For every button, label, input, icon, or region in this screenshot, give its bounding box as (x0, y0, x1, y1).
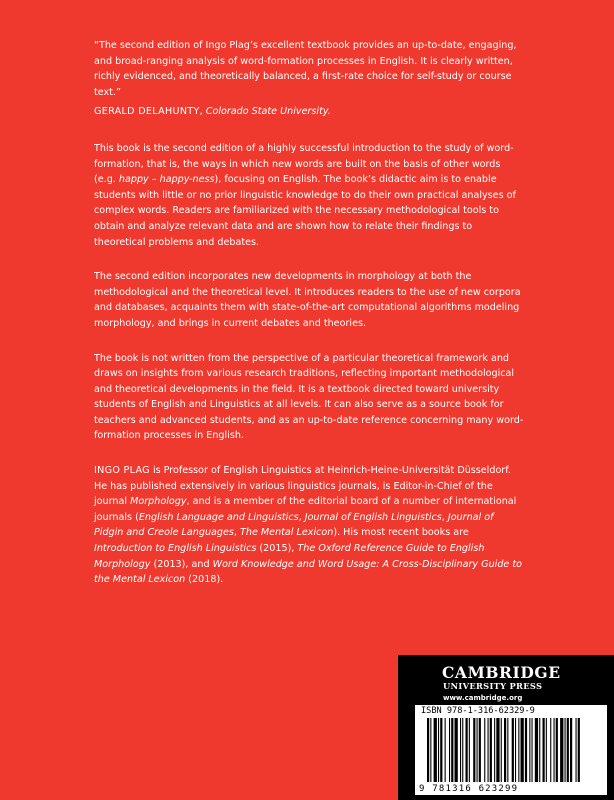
barcode-bar (477, 718, 478, 782)
barcode-bar (518, 718, 519, 782)
barcode-bar (455, 718, 458, 782)
barcode-bar (550, 718, 551, 782)
endorsement-affiliation: Colorado State University. (205, 106, 331, 118)
barcode-bar (576, 718, 577, 782)
barcode-bar (449, 718, 450, 782)
barcode-bars-icon (427, 718, 595, 784)
barcode-bar (466, 718, 468, 782)
barcode-bar (451, 718, 453, 782)
publisher-url: www.cambridge.org (443, 694, 523, 702)
barcode-bar (469, 718, 470, 782)
barcode-bar (504, 718, 506, 782)
barcode-digits: 9 781316 623299 (419, 784, 519, 794)
description-paragraph-1: This book is the second edition of a highly successful introduction to the study of word-formation, that is, the ways in which new words are built on the basis of other words (e.g. happy – happy-ness), focusing on English. The book’s didactic aim is to enable students with little or no prior linguistic knowledge to do their own practical analyses of complex words. Readers are familiarized with the necessary methodological tools to obtain and analyze relevant data and are shown how to relate their findings to theoretical problems and debates. (94, 142, 516, 248)
barcode-bar (556, 718, 558, 782)
barcode-bar (565, 718, 566, 782)
barcode-bar (440, 718, 442, 782)
barcode-bar (578, 718, 580, 782)
back-cover-text (94, 38, 524, 607)
isbn-barcode (415, 705, 607, 795)
barcode-bar (479, 718, 481, 782)
barcode-bar (570, 718, 572, 782)
barcode-bar (521, 718, 524, 782)
barcode-bar (546, 718, 547, 782)
barcode-bar (494, 718, 495, 782)
endorsement-attribution: GERALD DELAHUNTY, Colorado State University. (94, 106, 331, 118)
barcode-bar (507, 718, 508, 782)
barcode-bar (532, 718, 533, 782)
barcode-bar (554, 718, 555, 782)
barcode-bar (567, 718, 569, 782)
barcode-bar (490, 718, 492, 782)
barcode-bar (473, 718, 475, 782)
barcode-bar (535, 718, 538, 782)
barcode-bar (460, 718, 461, 782)
publisher-subtitle: UNIVERSITY PRESS (443, 681, 543, 691)
description-paragraph-3: The book is not written from the perspective of a particular theoretical framework and draws on insights from various research traditions, reflecting important methodological and theoretical developments in the field. It is a textbook directed toward university students of English and Linguistics at all levels. It can also serve as a source book for teachers and advanced students, and as an up-to-date reference concerning many word-formation processes in English. (94, 352, 524, 442)
barcode-bar (515, 718, 516, 782)
barcode-bar (488, 718, 489, 782)
endorsement-author: GERALD DELAHUNTY (94, 106, 200, 118)
barcode-bar (462, 718, 463, 782)
barcode-bar (438, 718, 439, 782)
author-name: INGO PLAG (94, 465, 150, 477)
barcode-bar (430, 718, 431, 782)
author-bio: INGO PLAG is Professor of English Linguistics at Heinrich-Heine-Universität Düsseldorf. He has published extensively in various linguistics journals, is Editor-in-Chief of the journal Morphology, and is a member of the editorial board of a number of international journals (English Language and Linguistics, Journal of English Linguistics, Journal of Pidgin and Creole Languages, The Mental Lexicon). His most recent books are Introduction to English Linguistics (2015), The Oxford Reference Guide to English Morphology (2013), and Word Knowledge and Word Usage: A Cross-Disciplinary Guide to the Mental Lexicon (2018). (94, 465, 523, 586)
endorsement-quote: “The second edition of Ingo Plag’s excellent textbook provides an up-to-date, engaging, and broad-ranging analysis of word-formation processes in English. It is clearly written, richly evidenced, and theoretically balanced, a first-rate choice for self-study or course text.” (94, 40, 517, 98)
barcode-bar (434, 718, 437, 782)
description-paragraph-2: The second edition incorporates new developments in morphology at both the methodological and the theoretical level. It introduces readers to the use of new corpora and databases, acquaints them with state-of-the-art computational algorithms modeling morphology, and brings in current debates and theories. (94, 271, 521, 329)
barcode-bar (543, 718, 545, 782)
barcode-bar (445, 718, 446, 782)
barcode-bar (512, 718, 514, 782)
barcode-bar (427, 718, 429, 782)
barcode-bar (484, 718, 485, 782)
barcode-bar (529, 718, 530, 782)
publisher-name: CAMBRIDGE (442, 663, 561, 682)
barcode-bar (539, 718, 540, 782)
barcode-bar (501, 718, 502, 782)
isbn-label: ISBN 978-1-316-62329-9 (421, 706, 535, 716)
barcode-bar (560, 718, 563, 782)
barcode-bar (525, 718, 527, 782)
barcode-bar (496, 718, 499, 782)
